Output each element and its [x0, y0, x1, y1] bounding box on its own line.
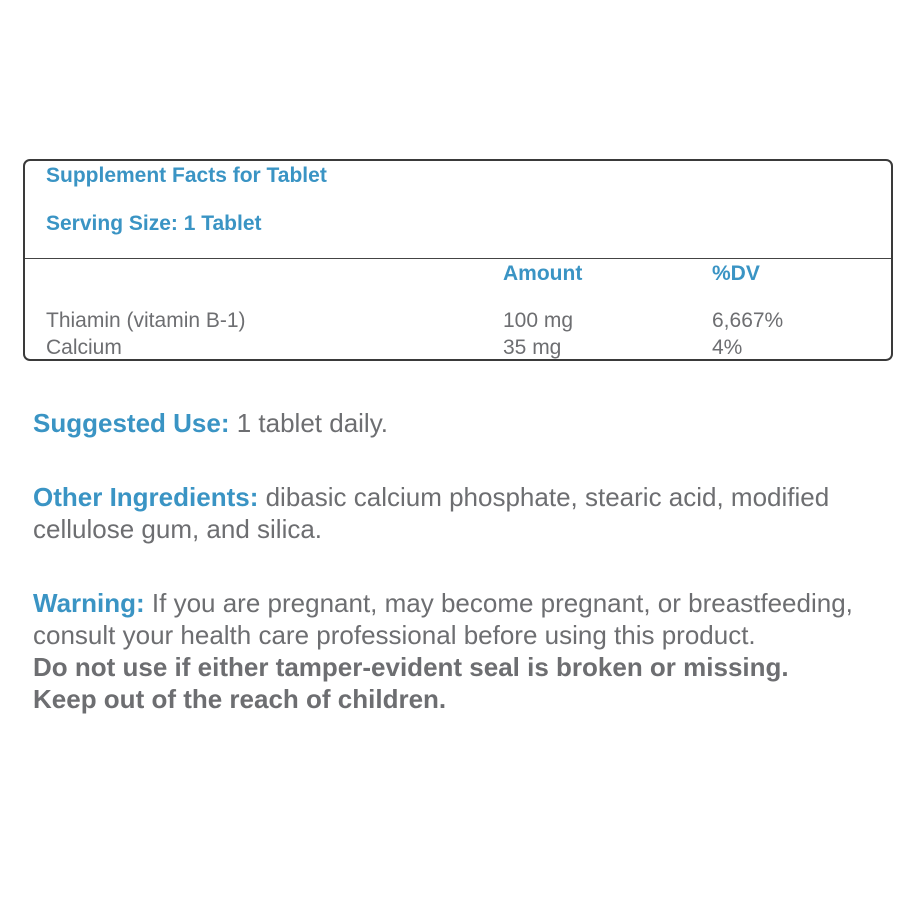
- nutrient-row: [25, 307, 891, 335]
- facts-divider: [25, 258, 891, 259]
- serving-size: Serving Size: 1 Tablet: [46, 212, 262, 235]
- nutrient-name: Calcium: [46, 336, 122, 359]
- other-ingredients-text: dibasic calcium phosphate, stearic acid, modified cellulose gum, and silica.: [33, 482, 830, 544]
- suggested-use-label: Suggested Use:: [33, 408, 230, 438]
- facts-title: Supplement Facts for Tablet: [46, 164, 327, 187]
- amount-column-header: Amount: [503, 262, 583, 285]
- nutrient-name: Thiamin (vitamin B-1): [46, 309, 246, 332]
- nutrient-row: [25, 334, 891, 362]
- suggested-use-text: 1 tablet daily.: [229, 408, 389, 438]
- dv-column-header: %DV: [712, 262, 760, 285]
- nutrient-dv: 4%: [712, 336, 743, 359]
- warning-paragraph: [33, 587, 893, 715]
- warning-text: If you are pregnant, may become pregnant, or breastfeeding, consult your health care professional before using this product.: [33, 588, 853, 650]
- nutrient-amount: 100 mg: [503, 309, 574, 332]
- nutrient-amount: 35 mg: [503, 336, 562, 359]
- children-warning: Keep out of the reach of children.: [33, 684, 447, 714]
- suggested-use-paragraph: [33, 407, 893, 439]
- other-ingredients-label: Other Ingredients:: [33, 482, 259, 512]
- other-ingredients-paragraph: [33, 481, 893, 545]
- tamper-seal-warning: Do not use if either tamper-evident seal is broken or missing.: [33, 652, 789, 682]
- warning-label: Warning:: [33, 588, 145, 618]
- supplement-facts-panel: [23, 159, 893, 361]
- nutrient-dv: 6,667%: [712, 309, 784, 332]
